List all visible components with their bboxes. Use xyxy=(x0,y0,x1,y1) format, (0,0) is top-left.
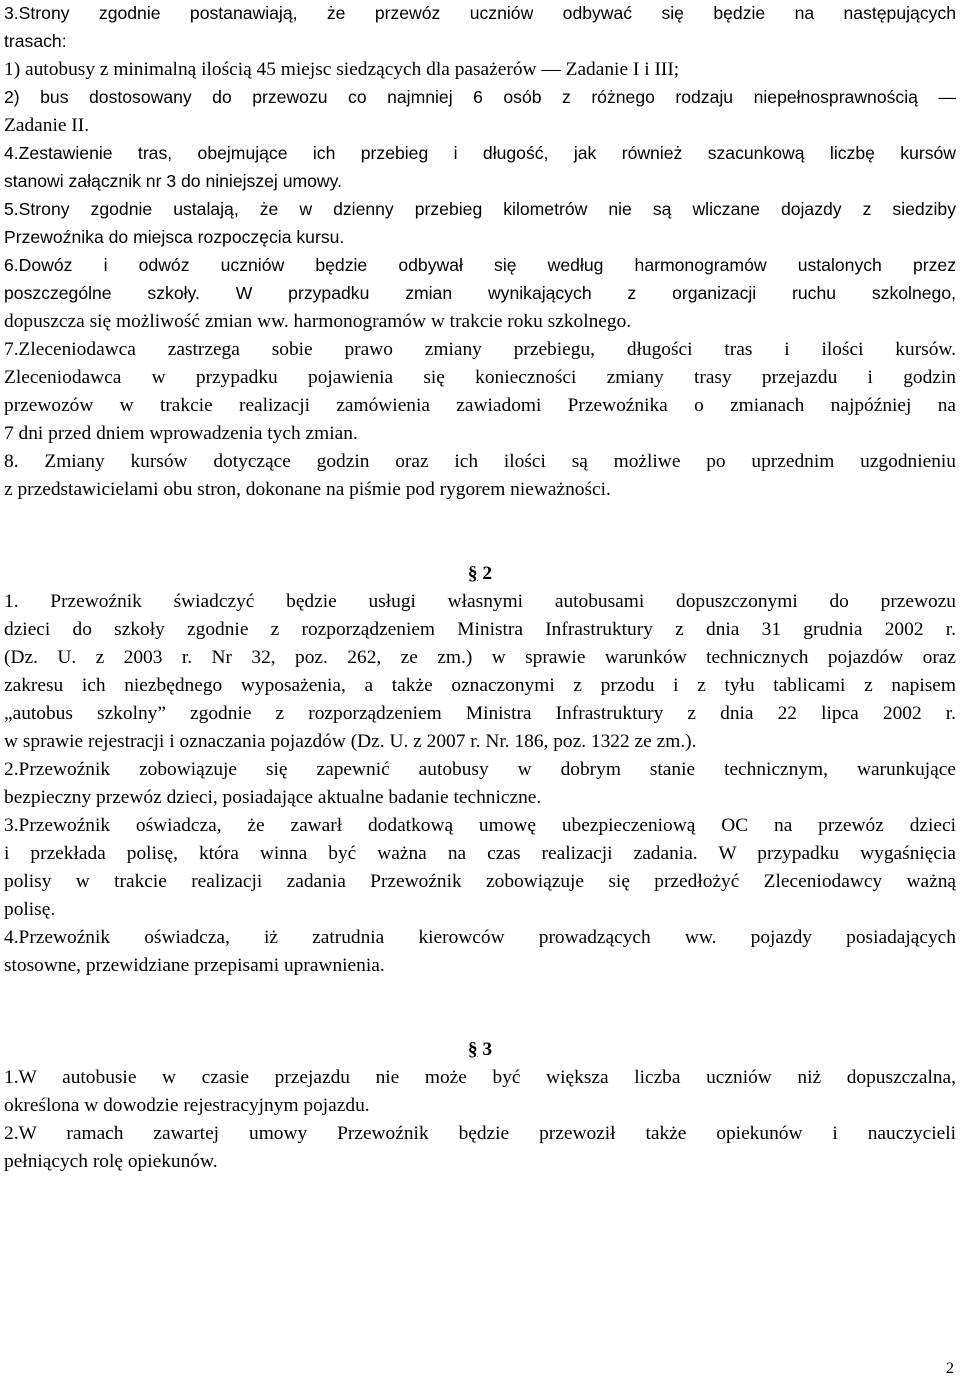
text-line: zakresu ich niezbędnego wyposażenia, a także oznaczonymi z przodu i z tyłu tablicami z napisem xyxy=(4,675,956,696)
text-line: 1.W autobusie w czasie przejazdu nie może być większa liczba uczniów niż dopuszczalna, xyxy=(4,1067,956,1088)
section-sign: § xyxy=(467,563,478,584)
text-line: 6.Dowóz i odwóz uczniów będzie odbywał się według harmonogramów ustalonych przez xyxy=(4,255,956,275)
text-line: bezpieczny przewóz dzieci, posiadające aktualne badanie techniczne. xyxy=(4,787,542,808)
text-line: poszczególne szkoły. W przypadku zmian wynikających z organizacji ruchu szkolnego, xyxy=(4,283,956,303)
text-line: 2.Przewoźnik zobowiązuje się zapewnić autobusy w dobrym stanie technicznym, warunkujące xyxy=(4,759,956,780)
text-line: polisy w trakcie realizacji zadania Przewoźnik zobowiązuje się przedłożyć Zleceniodawcy ważną xyxy=(4,871,956,892)
section-heading xyxy=(4,560,956,588)
text-line: 7.Zleceniodawca zastrzega sobie prawo zmiany przebiegu, długości tras i ilości kursów. xyxy=(4,339,956,360)
text-line: przewozów w trakcie realizacji zamówienia zawiadomi Przewoźnika o zmianach najpóźniej na xyxy=(4,395,956,416)
section-number: 2 xyxy=(477,563,493,584)
page-number: 2 xyxy=(946,1360,954,1377)
text-line: Zleceniodawca w przypadku pojawienia się konieczności zmiany trasy przejazdu i godzin xyxy=(4,367,956,388)
text-line: dopuszcza się możliwość zmian ww. harmonogramów w trakcie roku szkolnego. xyxy=(4,311,632,332)
text-line: 3.Strony zgodnie postanawiają, że przewóz uczniów odbywać się będzie na następujących xyxy=(4,3,956,23)
text-line: z przedstawicielami obu stron, dokonane na piśmie pod rygorem nieważności. xyxy=(4,479,611,500)
text-line: 1. Przewoźnik świadczyć będzie usługi własnymi autobusami dopuszczonymi do przewozu xyxy=(4,591,956,612)
text-line: (Dz. U. z 2003 r. Nr 32, poz. 262, ze zm.) w sprawie warunków technicznych pojazdów oraz xyxy=(4,647,956,668)
text-line: polisę. xyxy=(4,899,56,920)
text-line: 1) autobusy z minimalną ilością 45 miejsc siedzących dla pasażerów — Zadanie I i III; xyxy=(4,59,680,80)
text-line: 8. Zmiany kursów dotyczące godzin oraz ich ilości są możliwe po uprzednim uzgodnieniu xyxy=(4,451,956,472)
section-sign: § xyxy=(467,1039,478,1060)
text-line: 5.Strony zgodnie ustalają, że w dzienny przebieg kilometrów nie są wliczane dojazdy z siedziby xyxy=(4,199,956,219)
text-line: trasach: xyxy=(4,31,67,51)
text-line: i przekłada polisę, która winna być ważna na czas realizacji zadania. W przypadku wygaśnięcia xyxy=(4,843,956,864)
text-line: 7 dni przed dniem wprowadzenia tych zmian. xyxy=(4,423,358,444)
text-line: Zadanie II. xyxy=(4,115,90,136)
text-line: 2) bus dostosowany do przewozu co najmniej 6 osób z różnego rodzaju niepełnosprawnością — xyxy=(4,87,956,107)
text-line: w sprawie rejestracji i oznaczania pojazdów (Dz. U. z 2007 r. Nr. 186, poz. 1322 ze zm.). xyxy=(4,731,697,752)
text-line: określona w dowodzie rejestracyjnym pojazdu. xyxy=(4,1095,370,1116)
text-line: 2.W ramach zawartej umowy Przewoźnik będzie przewoził także opiekunów i nauczycieli xyxy=(4,1123,956,1144)
section-heading xyxy=(4,1036,956,1064)
text-line: pełniących rolę opiekunów. xyxy=(4,1151,218,1172)
text-line: Przewoźnika do miejsca rozpoczęcia kursu. xyxy=(4,227,345,247)
text-line: „autobus szkolny” zgodnie z rozporządzeniem Ministra Infrastruktury z dnia 22 lipca 2002 r. xyxy=(4,703,956,724)
text-line: 3.Przewoźnik oświadcza, że zawarł dodatkową umowę ubezpieczeniową OC na przewóz dzieci xyxy=(4,815,956,836)
text-line: dzieci do szkoły zgodnie z rozporządzeniem Ministra Infrastruktury z dnia 31 grudnia 2002 r. xyxy=(4,619,956,640)
text-line: stanowi załącznik nr 3 do niniejszej umowy. xyxy=(4,171,343,191)
text-line: 4.Przewoźnik oświadcza, iż zatrudnia kierowców prowadzących ww. pojazdy posiadających xyxy=(4,927,956,948)
text-line: 4.Zestawienie tras, obejmujące ich przebieg i długość, jak również szacunkową liczbę kursów xyxy=(4,143,956,163)
text-line: stosowne, przewidziane przepisami uprawnienia. xyxy=(4,955,385,976)
section-number: 3 xyxy=(477,1039,493,1060)
